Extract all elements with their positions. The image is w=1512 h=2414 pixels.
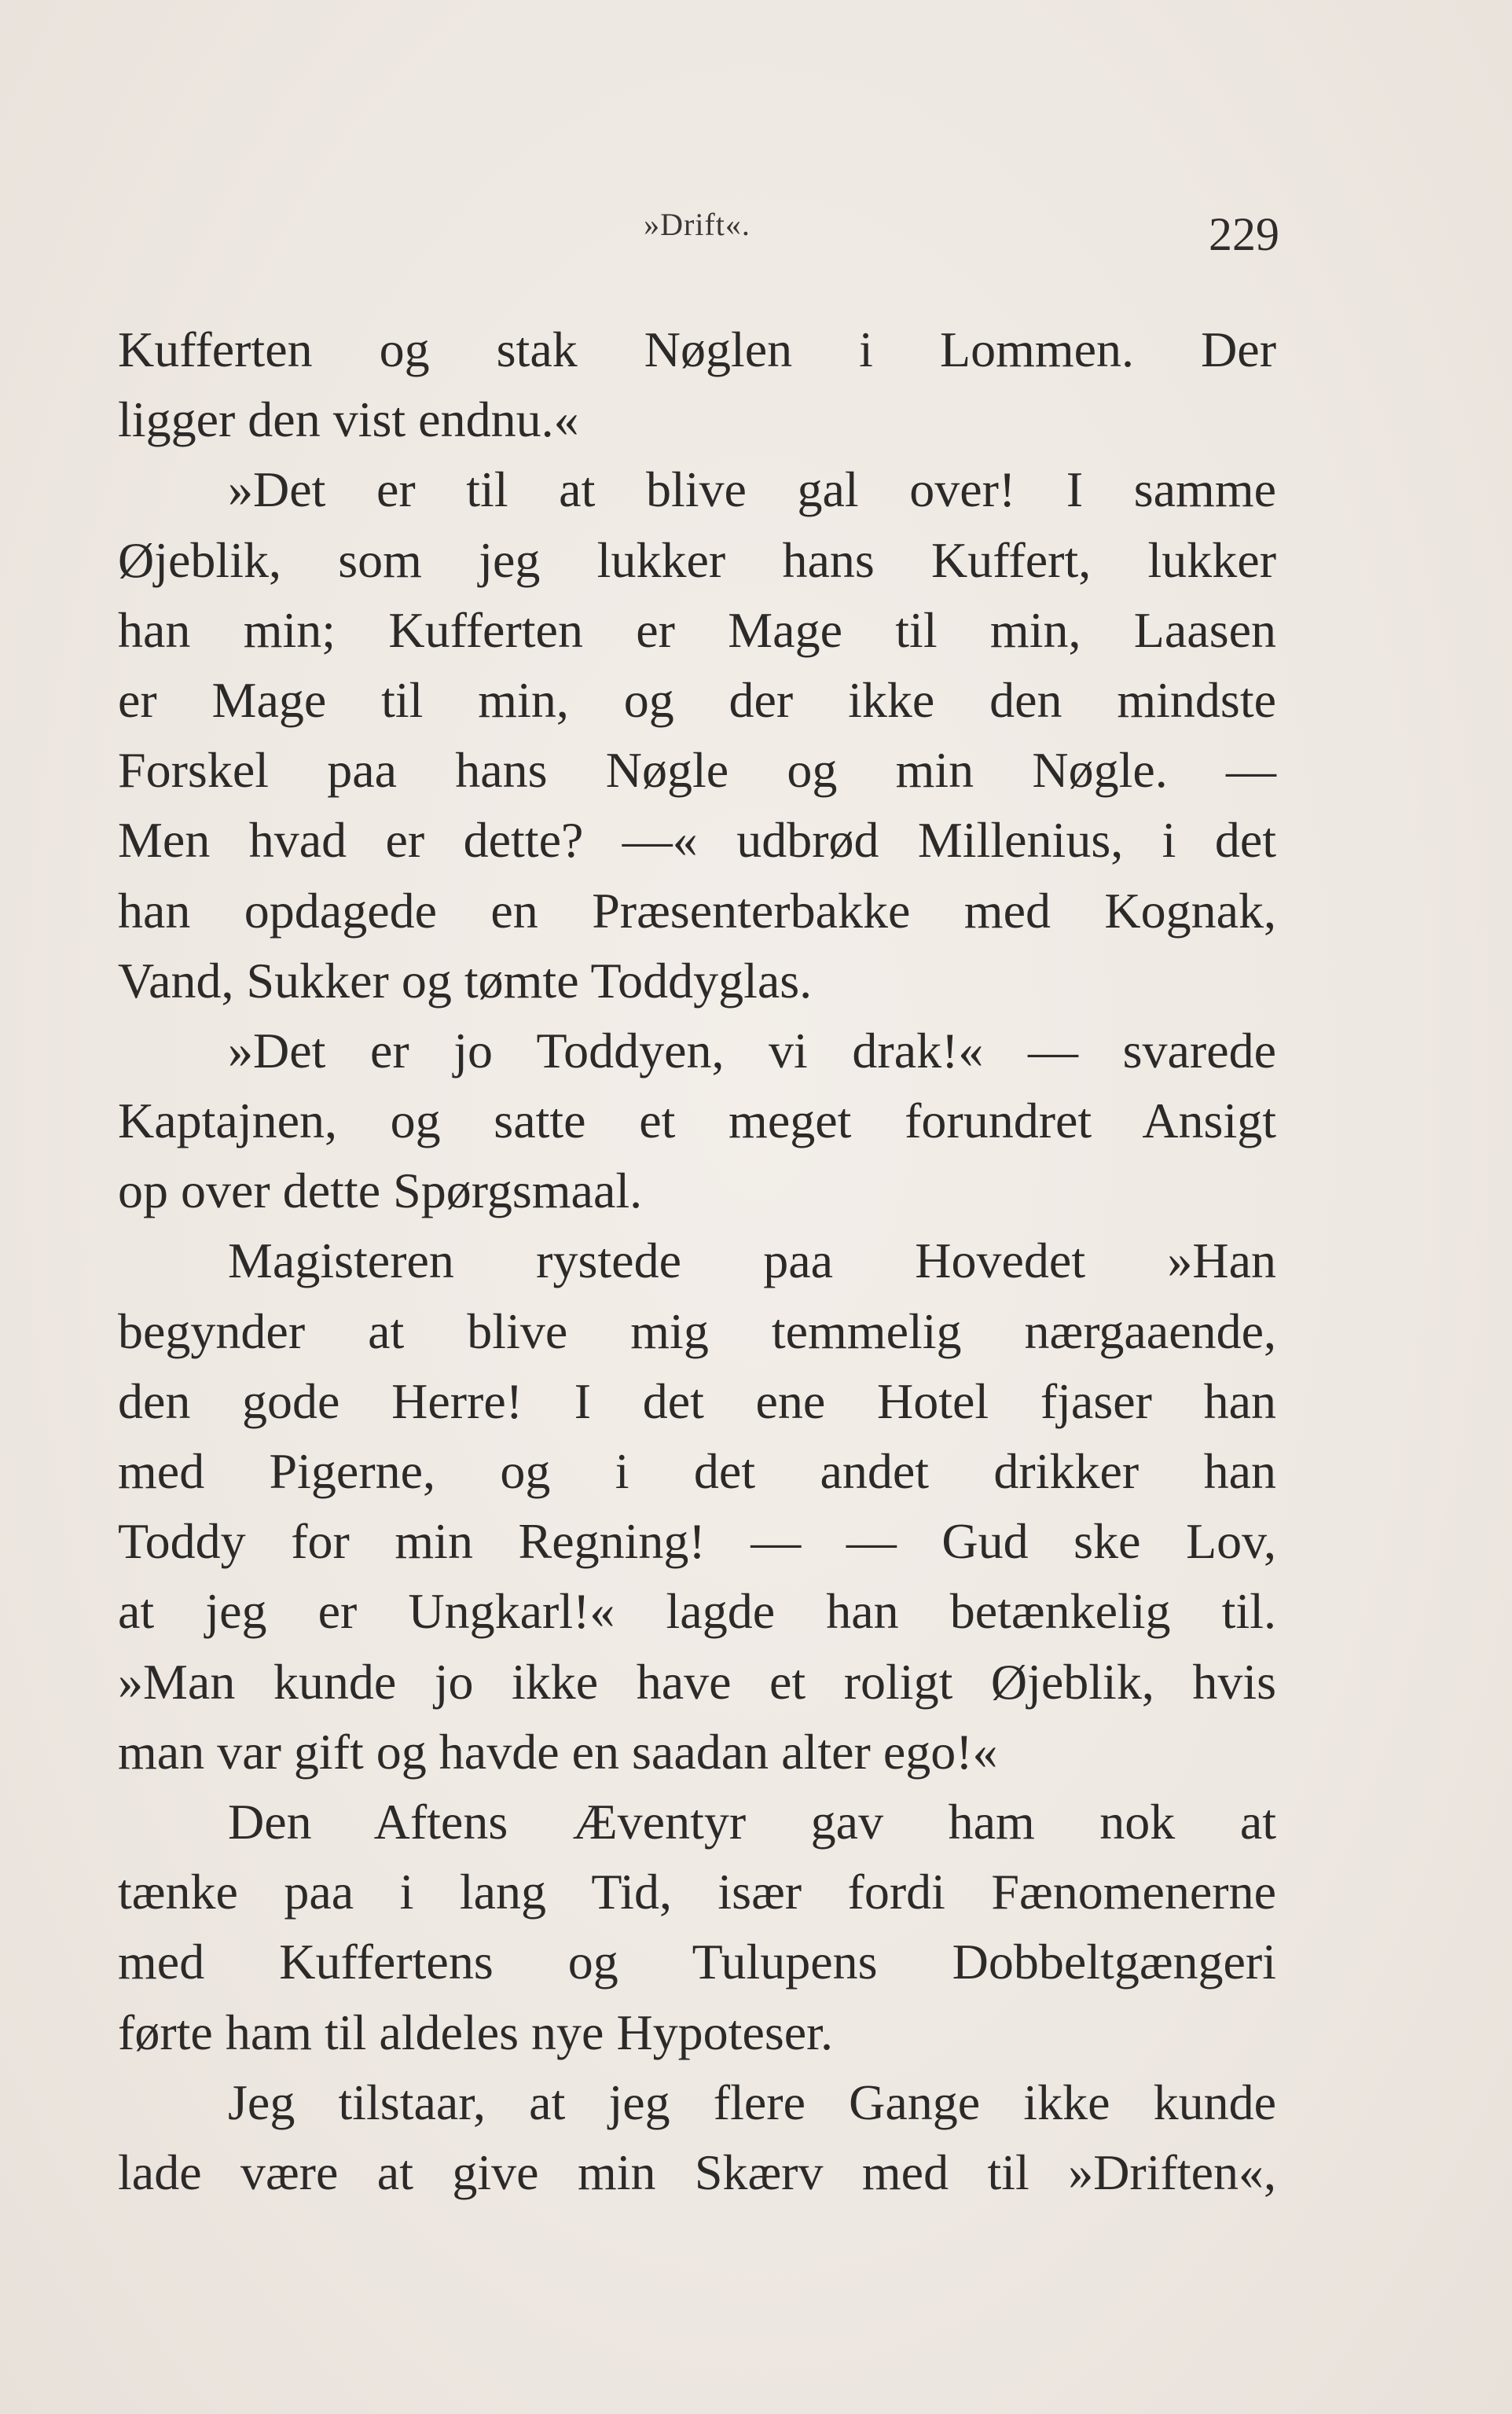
text-line: op over dette Spørgsmaal.: [118, 1163, 643, 1219]
text-line: Kufferten og stak Nøglen i Lommen. Der: [118, 321, 1276, 377]
running-head: [118, 197, 1279, 260]
text-line: Jeg tilstaar, at jeg flere Gange ikke kunde: [228, 2074, 1276, 2130]
text-line: begynder at blive mig temmelig nærgaaende,: [118, 1303, 1276, 1359]
text-line: førte ham til aldeles nye Hypoteser.: [118, 2004, 833, 2060]
page-number: 229: [1209, 208, 1279, 260]
running-head-title: »Drift«.: [644, 207, 750, 242]
text-line: at jeg er Ungkarl!« lagde han betænkelig til.: [118, 1583, 1276, 1640]
text-line: Vand, Sukker og tømte Toddyglas.: [118, 952, 813, 1009]
text-line: med Kuffertens og Tulupens Dobbeltgængeri: [118, 1934, 1276, 1990]
text-line: Toddy for min Regning! — — Gud ske Lov,: [118, 1513, 1276, 1570]
text-line: er Mage til min, og der ikke den mindste: [118, 671, 1276, 728]
text-line: Forskel paa hans Nøgle og min Nøgle. —: [118, 742, 1276, 799]
text-line: den gode Herre! I det ene Hotel fjaser han: [118, 1372, 1276, 1429]
text-line: lade være at give min Skærv med til »Driften«,: [118, 2144, 1276, 2200]
text-line: »Det er jo Toddyen, vi drak!« — svarede: [228, 1022, 1276, 1078]
text-line: »Man kunde jo ikke have et roligt Øjeblik, hvis: [118, 1653, 1276, 1710]
body-text: [118, 314, 1276, 2207]
text-line: med Pigerne, og i det andet drikker han: [118, 1443, 1276, 1499]
text-line: »Det er til at blive gal over! I samme: [228, 461, 1276, 518]
text-line: tænke paa i lang Tid, især fordi Fænomenerne: [118, 1864, 1276, 1920]
text-line: Kaptajnen, og satte et meget forundret Ansigt: [118, 1093, 1276, 1149]
text-line: han opdagede en Præsenterbakke med Kognak,: [118, 882, 1276, 939]
text-line: man var gift og havde en saadan alter ego!«: [118, 1723, 998, 1780]
text-line: Den Aftens Æventyr gav ham nok at: [228, 1793, 1276, 1850]
text-line: ligger den vist endnu.«: [118, 391, 579, 448]
text-line: Men hvad er dette? —« udbrød Millenius, i det: [118, 812, 1276, 869]
text-line: han min; Kufferten er Mage til min, Laasen: [118, 601, 1276, 658]
text-line: Øjeblik, som jeg lukker hans Kuffert, lukker: [118, 531, 1276, 588]
text-line: Magisteren rystede paa Hovedet »Han: [228, 1233, 1276, 1289]
